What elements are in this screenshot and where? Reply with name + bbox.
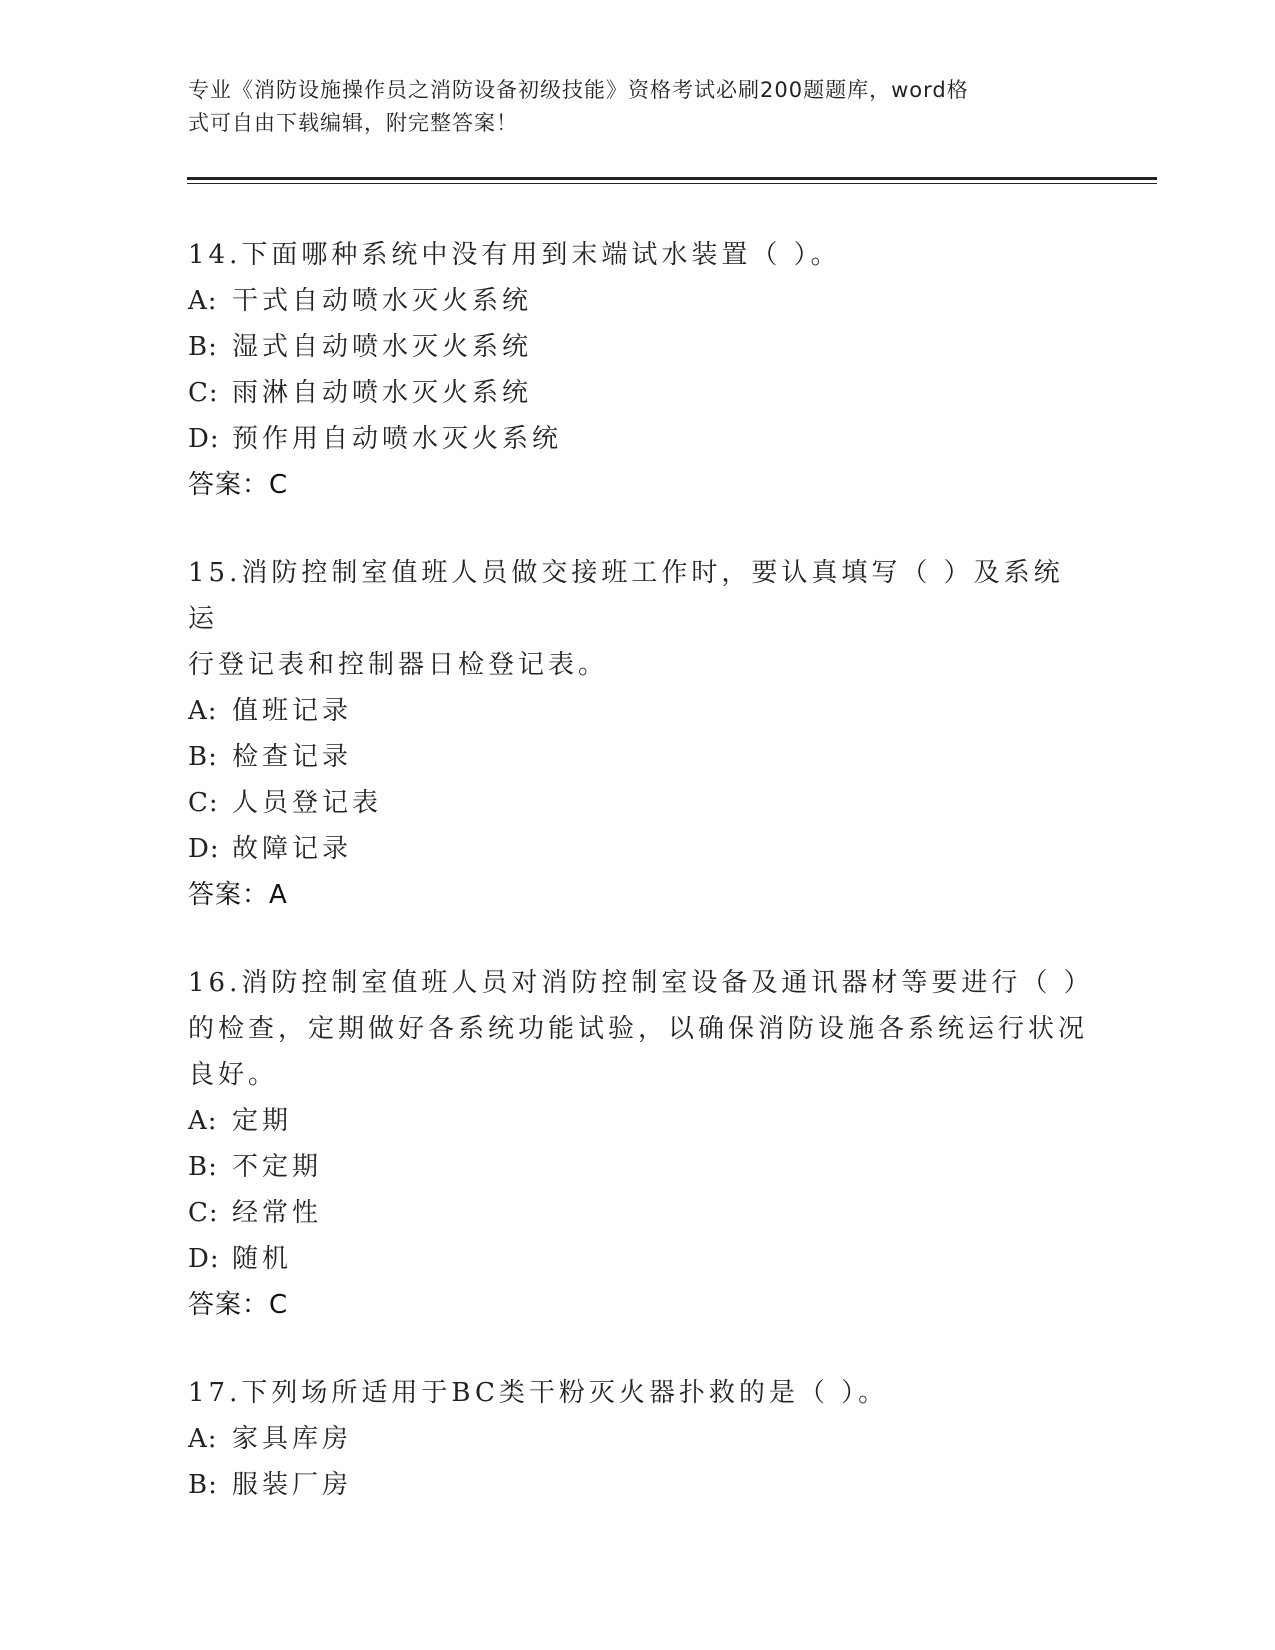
option-a bbox=[188, 688, 1088, 734]
answer-line: 答案：C bbox=[188, 1290, 289, 1320]
option-a bbox=[188, 1098, 1088, 1144]
question-list bbox=[188, 232, 1094, 1550]
option-d bbox=[188, 416, 1088, 462]
option-letter: B: bbox=[188, 1152, 218, 1182]
option-text: 预作用自动喷水灭火系统 bbox=[232, 424, 563, 454]
option-letter: C: bbox=[188, 1198, 219, 1228]
option-text: 不定期 bbox=[232, 1152, 323, 1182]
answer-line: 答案：A bbox=[188, 880, 288, 910]
option-text: 服装厂房 bbox=[232, 1470, 353, 1500]
question-stem: 17.下列场所适用于BC类干粉灭火器扑救的是（ ）。 bbox=[188, 1378, 889, 1408]
option-text: 雨淋自动喷水灭火系统 bbox=[232, 378, 533, 408]
option-letter: B: bbox=[188, 742, 218, 772]
option-letter: B: bbox=[188, 1470, 218, 1500]
header-line-1: 专业《消防设施操作员之消防设备初级技能》资格考试必刷200题题库，word格 bbox=[188, 78, 969, 102]
option-a bbox=[188, 1416, 1088, 1462]
question-stem: 14.下面哪种系统中没有用到末端试水装置（ ）。 bbox=[188, 240, 841, 270]
option-text: 故障记录 bbox=[232, 834, 353, 864]
option-letter: A: bbox=[188, 1424, 218, 1454]
question-stem-line-2: 的检查，定期做好各系统功能试验，以确保消防设施各系统运行状况 bbox=[188, 1014, 1089, 1044]
question-14 bbox=[188, 232, 1088, 508]
option-text: 检查记录 bbox=[232, 742, 353, 772]
option-text: 人员登记表 bbox=[232, 788, 383, 818]
option-c bbox=[188, 780, 1088, 826]
option-text: 经常性 bbox=[232, 1198, 323, 1228]
question-stem-line-1: 16.消防控制室值班人员对消防控制室设备及通讯器材等要进行（ ） bbox=[188, 968, 1094, 998]
option-b bbox=[188, 1144, 1088, 1190]
option-b bbox=[188, 734, 1088, 780]
question-17 bbox=[188, 1370, 1088, 1508]
option-b bbox=[188, 324, 1088, 370]
header-divider-thin bbox=[187, 183, 1157, 184]
option-c bbox=[188, 370, 1088, 416]
header-line-2: 式可自由下载编辑，附完整答案！ bbox=[188, 111, 518, 135]
option-text: 湿式自动喷水灭火系统 bbox=[232, 332, 533, 362]
question-16 bbox=[188, 960, 1094, 1328]
option-letter: C: bbox=[188, 788, 219, 818]
option-d bbox=[188, 1236, 1088, 1282]
document-header bbox=[188, 74, 1088, 140]
option-text: 家具库房 bbox=[232, 1424, 353, 1454]
header-divider-thick bbox=[187, 177, 1157, 180]
option-letter: D: bbox=[188, 424, 220, 454]
question-stem-line-1: 15.消防控制室值班人员做交接班工作时，要认真填写（ ）及系统运 bbox=[188, 558, 1064, 634]
question-stem-line-3: 良好。 bbox=[188, 1060, 279, 1090]
option-a bbox=[188, 278, 1088, 324]
option-letter: D: bbox=[188, 1244, 220, 1274]
option-letter: B: bbox=[188, 332, 218, 362]
question-stem-line-2: 行登记表和控制器日检登记表。 bbox=[188, 650, 609, 680]
option-letter: A: bbox=[188, 696, 218, 726]
option-letter: A: bbox=[188, 1106, 218, 1136]
option-letter: D: bbox=[188, 834, 220, 864]
option-b bbox=[188, 1462, 1088, 1508]
answer-line: 答案：C bbox=[188, 470, 289, 500]
option-letter: A: bbox=[188, 286, 218, 316]
option-d bbox=[188, 826, 1088, 872]
option-text: 值班记录 bbox=[232, 696, 353, 726]
option-text: 定期 bbox=[232, 1106, 293, 1136]
question-15 bbox=[188, 550, 1088, 918]
option-text: 随机 bbox=[232, 1244, 293, 1274]
option-letter: C: bbox=[188, 378, 219, 408]
option-text: 干式自动喷水灭火系统 bbox=[232, 286, 533, 316]
option-c bbox=[188, 1190, 1088, 1236]
